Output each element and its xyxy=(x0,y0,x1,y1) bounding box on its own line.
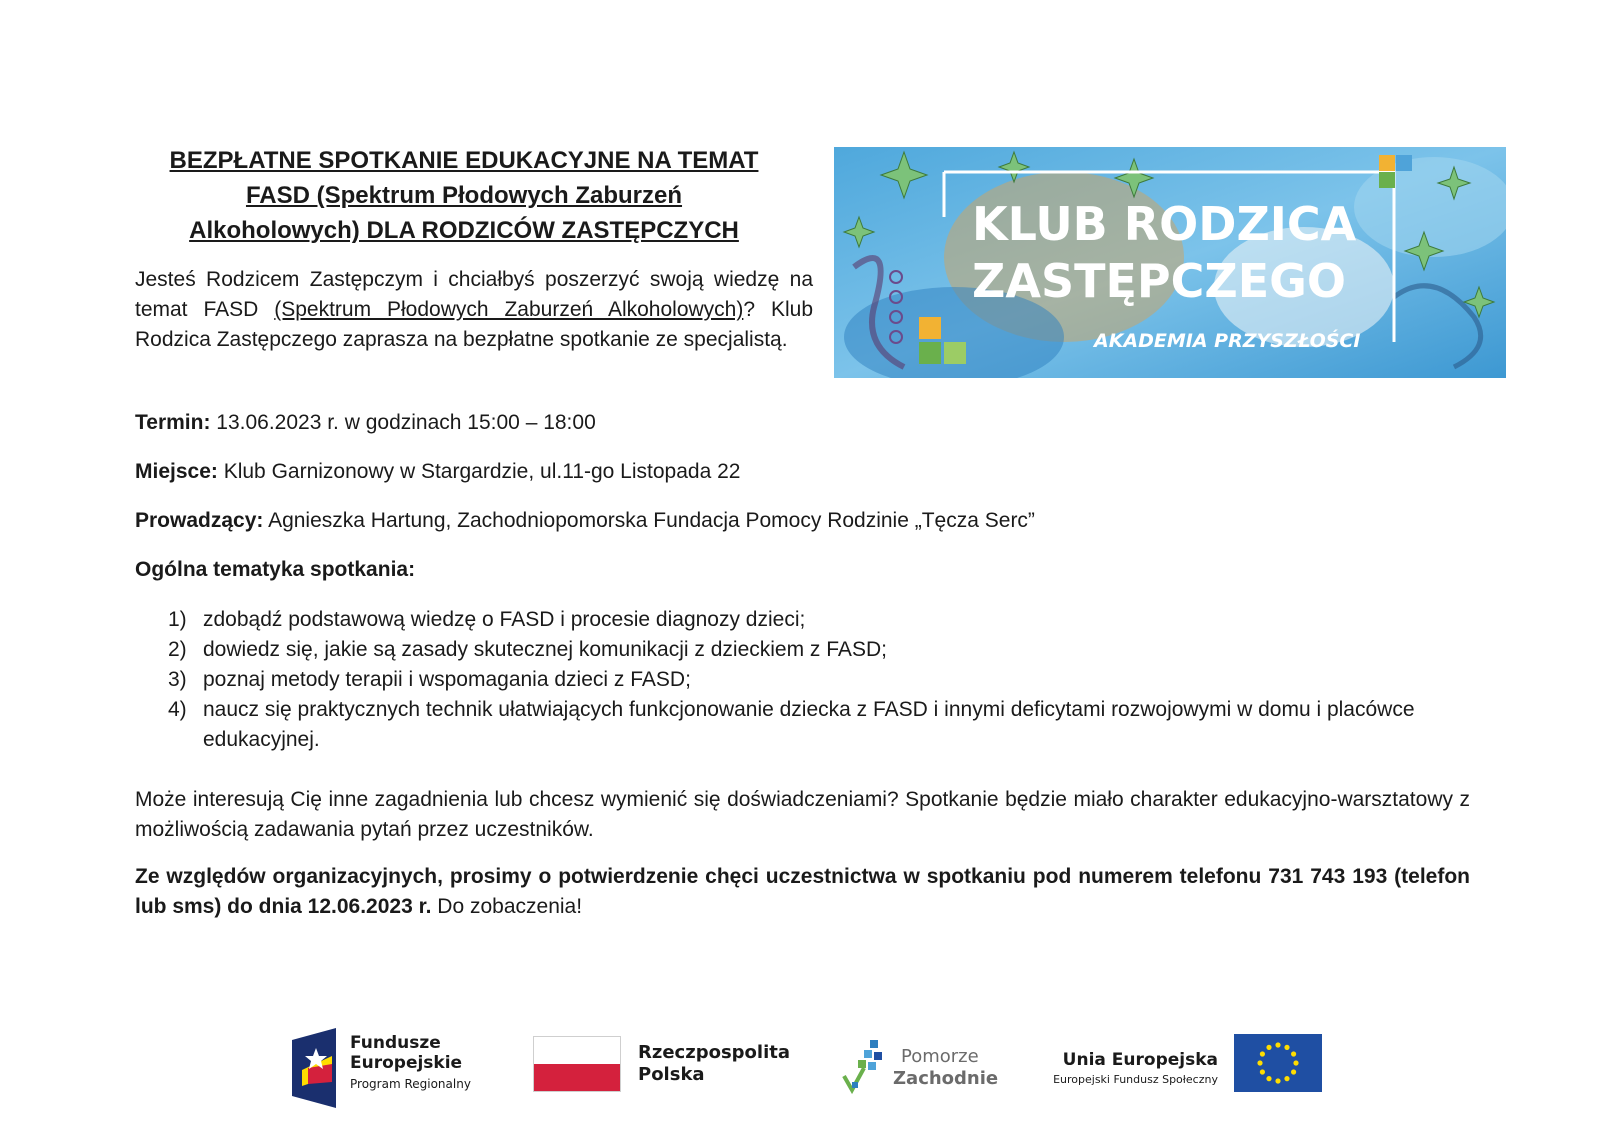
miejsce-label: Miejsce: xyxy=(135,460,218,483)
list-item-text: zdobądź podstawową wiedzę o FASD i procesie diagnozy dzieci; xyxy=(203,608,806,631)
banner-title-line-2: ZASTĘPCZEGO xyxy=(972,254,1346,308)
closing-paragraph: Może interesują Cię inne zagadnienia lub chcesz wymienić się doświadczeniami? Spotkanie będzie miało charakter edukacyjno-warsztatowy z możliwością zadawania pytań przez uczestników. xyxy=(135,788,1470,841)
fe-line-2: Europejskie xyxy=(350,1053,463,1073)
banner-subtitle: AKADEMIA PRZYSZŁOŚCI xyxy=(1094,330,1361,352)
list-item-text: poznaj metody terapii i wspomagania dzieci z FASD; xyxy=(203,668,691,691)
ue-line-1: Unia Europejska xyxy=(1062,1050,1218,1070)
intro-text-1: Jesteś Rodzicem Zastępczym i chciałbyś poszerzyć swoją wiedzę na temat FASD xyxy=(135,268,813,321)
intro-text-2: ? Klub Rodzica Zastępczego zaprasza na bezpłatne spotkanie ze specjalistą. xyxy=(135,298,813,351)
list-item-number: 2) xyxy=(168,638,187,661)
fe-line-1: Fundusze xyxy=(350,1033,441,1053)
list-item xyxy=(135,635,1470,665)
list-item xyxy=(135,695,1470,755)
funding-logos xyxy=(0,1020,1600,1130)
intro-paragraph xyxy=(135,265,813,355)
ue-line-2: Europejski Fundusz Społeczny xyxy=(1053,1073,1218,1086)
list-item xyxy=(135,605,1470,635)
pomorze-zachodnie-logo-icon xyxy=(842,1038,888,1098)
polish-flag-icon xyxy=(533,1036,621,1092)
termin-label: Termin: xyxy=(135,411,211,434)
list-item-number: 3) xyxy=(168,668,187,691)
rp-line-1: Rzeczpospolita xyxy=(638,1042,790,1063)
prowadzacy-value: Agnieszka Hartung, Zachodniopomorska Fundacja Pomocy Rodzinie „Tęcza Serc” xyxy=(263,509,1035,532)
prowadzacy-label: Prowadzący: xyxy=(135,509,264,532)
pz-line-2: Zachodnie xyxy=(893,1068,999,1089)
topics-list xyxy=(135,605,1470,755)
list-item-number: 1) xyxy=(168,608,187,631)
list-item-text: naucz się praktycznych technik ułatwiających funkcjonowanie dziecka z FASD i innymi deficytami rozwojowymi w domu i placówce edukacyjnej. xyxy=(203,698,1415,751)
prowadzacy-field xyxy=(135,506,1035,536)
miejsce-field xyxy=(135,457,740,487)
termin-field xyxy=(135,408,596,438)
title-line-3: Alkoholowych) DLA RODZICÓW ZASTĘPCZYCH xyxy=(189,217,739,244)
list-item-number: 4) xyxy=(168,698,187,721)
club-banner-image xyxy=(834,147,1506,378)
intro-underlined-text: (Spektrum Płodowych Zaburzeń Alkoholowych) xyxy=(274,298,744,321)
title-line-2: FASD (Spektrum Płodowych Zaburzeń xyxy=(245,182,683,209)
page-title xyxy=(134,143,794,248)
list-item xyxy=(135,665,1470,695)
termin-value: 13.06.2023 r. w godzinach 15:00 – 18:00 xyxy=(210,411,596,434)
title-line-1: BEZPŁATNE SPOTKANIE EDUKACYJNE NA TEMAT xyxy=(169,147,759,174)
rp-line-2: Polska xyxy=(638,1064,705,1085)
rsvp-bold-text: Ze względów organizacyjnych, prosimy o potwierdzenie chęci uczestnictwa w spotkaniu pod numerem telefonu 731 743 193 (telefon lub sms) do dnia 12.06.2023 r. xyxy=(135,865,1470,918)
topics-heading: Ogólna tematyka spotkania: xyxy=(135,558,416,581)
miejsce-value: Klub Garnizonowy w Stargardzie, ul.11-go Listopada 22 xyxy=(217,460,741,483)
rsvp-paragraph xyxy=(135,862,1470,922)
rsvp-closing-text: Do zobaczenia! xyxy=(431,895,583,918)
pz-line-1: Pomorze xyxy=(901,1046,979,1067)
banner-title-line-1: KLUB RODZICA xyxy=(972,197,1357,251)
list-item-text: dowiedz się, jakie są zasady skutecznej komunikacji z dzieckiem z FASD; xyxy=(203,638,887,661)
eu-flag-icon xyxy=(1234,1034,1322,1092)
fe-line-3: Program Regionalny xyxy=(350,1077,471,1091)
fundusze-europejskie-logo-icon xyxy=(292,1028,340,1108)
